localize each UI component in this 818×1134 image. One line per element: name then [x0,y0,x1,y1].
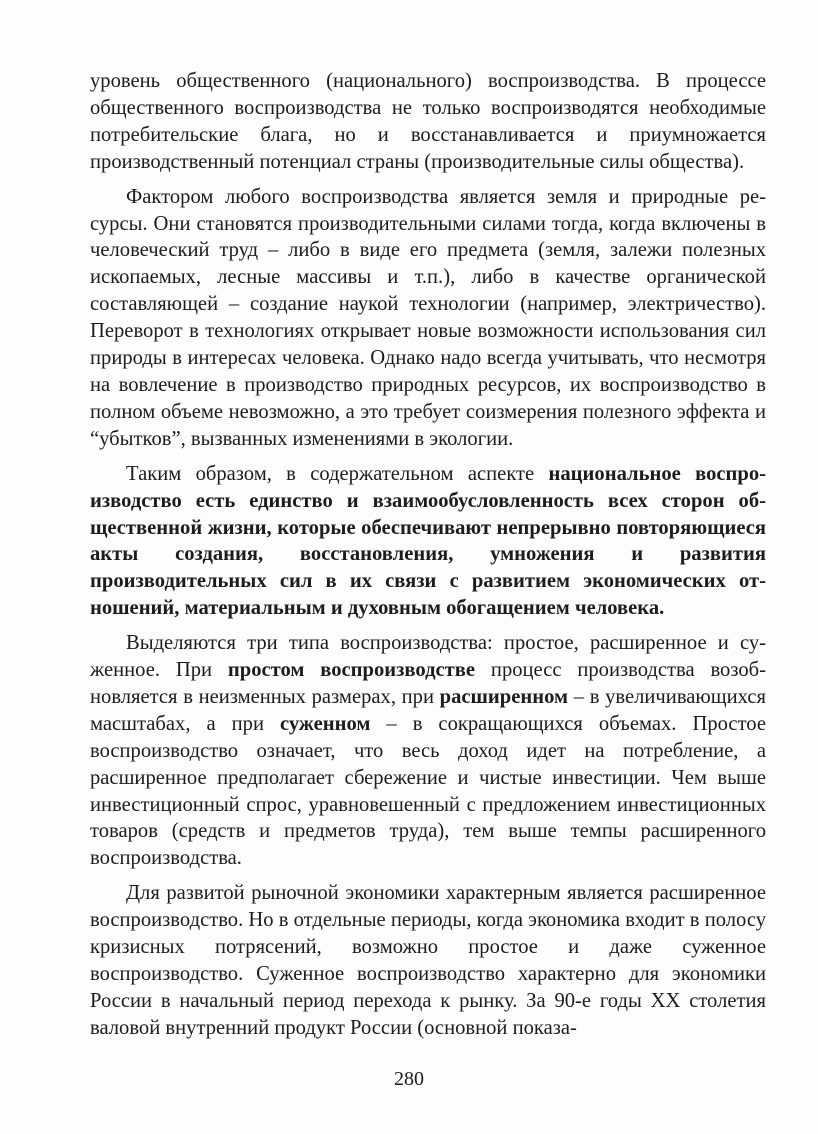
bold-text-run: простом воспроизводстве [227,659,476,682]
page-number: 280 [394,1068,424,1090]
paragraph [90,630,766,872]
bold-text-run: национальное воспроизводство есть единство и взаимообусловленность всех сторон общественной жизни, которые обеспечивают непрерывно повторяющиеся акты создания, восстановления, умножения и развития производительных сил в их связи с развитием экономических отношений, материальным и духовным обогащением человека. [90,462,766,620]
text-run: Для развитой рыночной экономики характерным является расширенное воспроизводство. Но в отдельные периоды, когда экономика входит в полосу кризисных потрясений, возможно простое и даже суженное воспроизводство. Суженное воспроизводство характерно для экономики России в начальный период перехода к рынку. За 90-е годы XX столетия валовой внутренний продукт России (основной показа- [90,882,766,1039]
paragraph [90,68,766,176]
text-run: Выделяются три типа воспроизводства: простое, расширенное и суженное. При [90,632,766,682]
text-run: – в увеличивающихся масштабах, а при [90,685,766,735]
text-run: уровень общественного (национального) воспроизводства. В процессе общественного воспроизводства не только воспроизводятся необходимые потребительские блага, но и восстанавливается и приумножается производственный потенциал страны (производительные силы общества). [90,70,766,173]
bold-text-run: суженном [280,712,371,735]
paragraph [90,461,766,622]
text-run: Таким образом, в содержательном аспекте [126,462,549,485]
bold-text-run: расширенном [439,685,569,708]
text-run: – в сокращающихся объемах. Простое воспроизводство означает, что весь доход идет на потребление, а расширенное предполагает сбережение и чистые инвестиции. Чем выше инвестиционный спрос, уравновешенный с предложением инвестиционных товаров (средств и предметов труда), тем выше темпы расширенного воспроизводства. [90,712,766,870]
text-run: Фактором любого воспроизводства является земля и природные ресурсы. Они становятся производительными силами тогда, когда включены в человеческий труд – либо в виде его предмета (земля, залежи полезных ископаемых, лесные массивы и т.п.), либо в качестве органической составляющей – создание наукой технологии (например, электричество). Переворот в технологиях открывает новые возможности использования сил природы в интересах человека. Однако надо всегда учитывать, что несмотря на вовлечение в производство природных ресурсов, их воспроизводство в полном объеме невозможно, а это требует соизмерения полезного эффекта и “убытков”, вызванных изменениями в экологии. [90,185,766,450]
paragraph [90,184,766,453]
body-text [90,68,766,1050]
text-run: процесс производства возобновляется в неизменных размерах, при [90,659,766,708]
paragraph [90,880,766,1041]
